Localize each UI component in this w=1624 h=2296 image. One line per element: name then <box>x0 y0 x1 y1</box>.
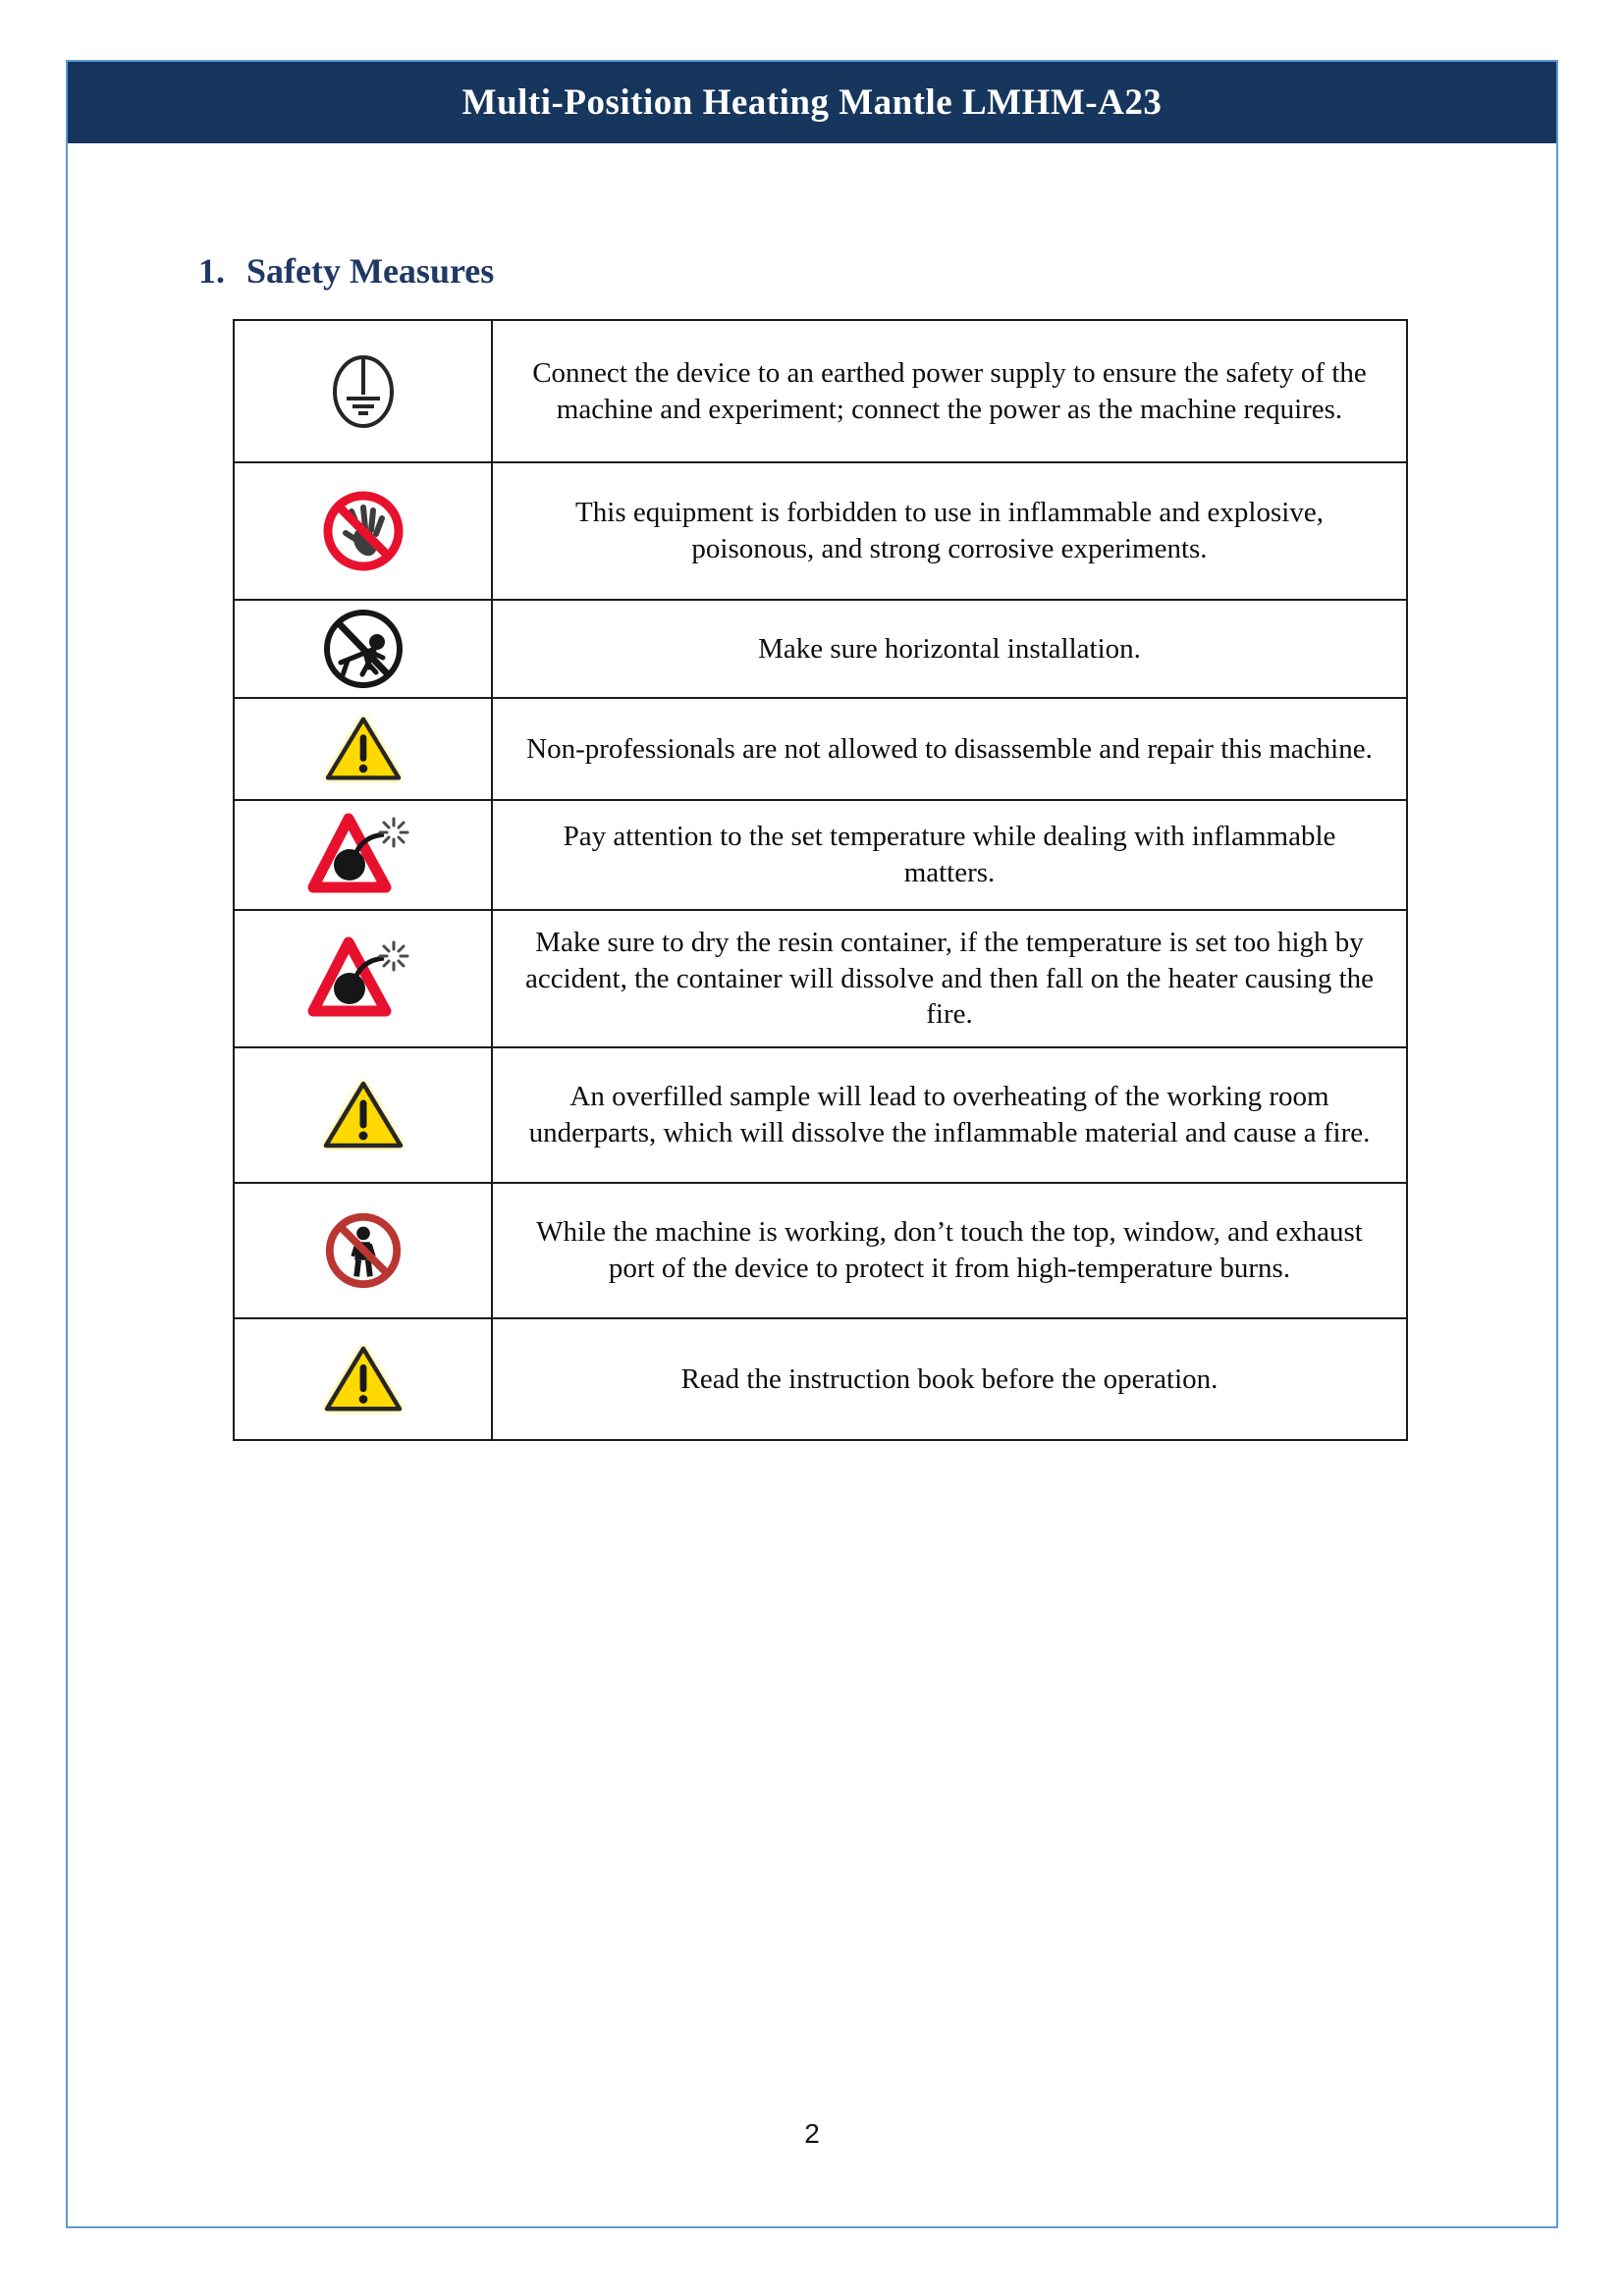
icon-cell <box>234 1047 492 1183</box>
safety-text: Make sure to dry the resin container, if the temperature is set too high by accident, the container will dissolve and then fall on the heater causing the fire. <box>492 910 1407 1047</box>
ignition-hazard-triangle-icon <box>307 931 419 1023</box>
icon-cell <box>234 462 492 600</box>
icon-cell <box>234 600 492 698</box>
section-title: Safety Measures <box>246 251 495 291</box>
icon-cell <box>234 910 492 1047</box>
safety-text: An overfilled sample will lead to overheating of the working room underparts, which will dissolve the inflammable material and cause a fire. <box>492 1047 1407 1183</box>
table-row <box>234 462 1407 600</box>
section-heading <box>198 250 494 292</box>
safety-text: This equipment is forbidden to use in inflammable and explosive, poisonous, and strong corrosive experiments. <box>492 462 1407 600</box>
icon-cell <box>234 800 492 910</box>
no-person-icon <box>323 1210 404 1291</box>
page-number: 2 <box>804 2118 820 2149</box>
table-row <box>234 698 1407 800</box>
icon-cell <box>234 698 492 800</box>
no-touch-hand-icon <box>321 489 406 573</box>
safety-text: Read the instruction book before the operation. <box>492 1318 1407 1440</box>
icon-cell <box>234 1183 492 1318</box>
table-row <box>234 1047 1407 1183</box>
warning-triangle-icon <box>320 1077 406 1153</box>
icon-cell <box>234 1318 492 1440</box>
safety-text: Connect the device to an earthed power supply to ensure the safety of the machine and experiment; connect the power as the machine requires. <box>492 320 1407 462</box>
warning-triangle-icon <box>322 713 405 785</box>
safety-text: Non-professionals are not allowed to disassemble and repair this machine. <box>492 698 1407 800</box>
section-number: 1. <box>198 251 225 291</box>
no-tilt-icon <box>321 607 406 691</box>
warning-triangle-icon <box>321 1342 406 1416</box>
safety-text: While the machine is working, don’t touch the top, window, and exhaust port of the device to protect it from high-temperature burns. <box>492 1183 1407 1318</box>
document-header-bar <box>68 62 1556 143</box>
safety-text: Pay attention to the set temperature while dealing with inflammable matters. <box>492 800 1407 910</box>
safety-text: Make sure horizontal installation. <box>492 600 1407 698</box>
ignition-hazard-triangle-icon <box>307 807 419 899</box>
table-row <box>234 910 1407 1047</box>
table-row <box>234 320 1407 462</box>
safety-measures-table <box>233 319 1408 1441</box>
table-row <box>234 1183 1407 1318</box>
table-row <box>234 1318 1407 1440</box>
table-row <box>234 800 1407 910</box>
page-frame <box>66 60 1558 2228</box>
page-title: Multi-Position Heating Mantle LMHM-A23 <box>461 82 1163 123</box>
earth-ground-icon <box>329 352 398 431</box>
icon-cell <box>234 320 492 462</box>
table-row <box>234 600 1407 698</box>
